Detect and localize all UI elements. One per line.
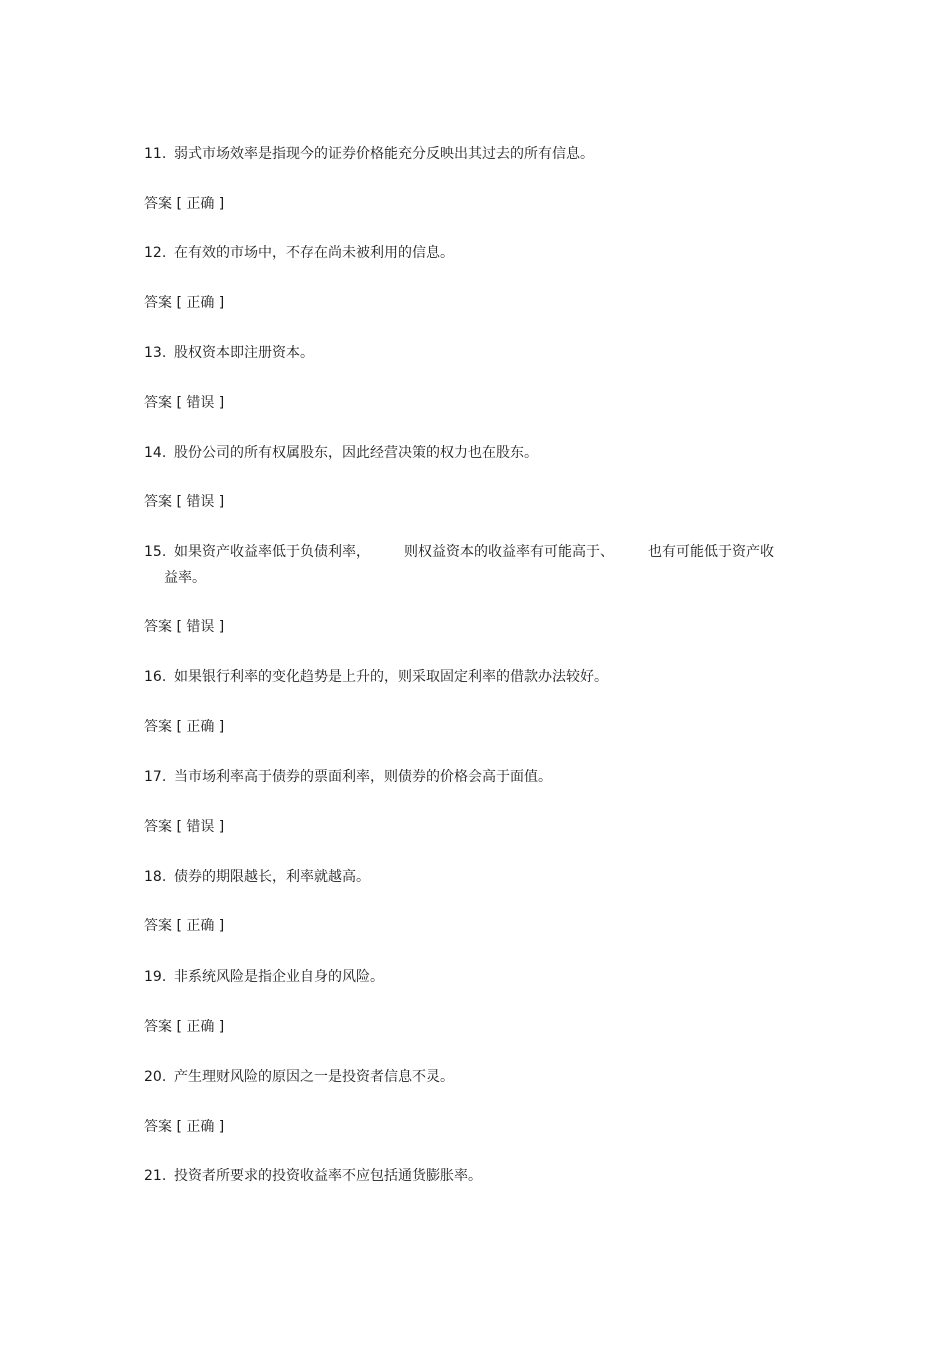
answer-12: 答案 [ 正确 ] [144,295,225,311]
question-text-part-a: 如果资产收益率低于负债利率， [174,544,370,560]
question-15 [144,543,774,561]
question-text: 债券的期限越长，利率就越高。 [174,869,370,885]
question-15-continuation: 益率。 [164,570,206,586]
question-13 [144,344,314,362]
answer-14: 答案 [ 错误 ] [144,494,225,510]
question-19 [144,968,384,986]
question-18 [144,868,370,886]
question-14 [144,444,538,462]
question-number: 11. [144,146,167,162]
question-number: 21. [144,1168,167,1184]
answer-16: 答案 [ 正确 ] [144,719,225,735]
question-12 [144,244,454,262]
question-text: 投资者所要求的投资收益率不应包括通货膨胀率。 [174,1168,482,1184]
question-text: 当市场利率高于债券的票面利率，则债券的价格会高于面值。 [174,769,552,785]
question-11 [144,145,594,163]
question-number: 12. [144,245,167,261]
question-21 [144,1167,482,1185]
question-text: 如果银行利率的变化趋势是上升的，则采取固定利率的借款办法较好。 [174,669,608,685]
answer-15: 答案 [ 错误 ] [144,619,225,635]
answer-19: 答案 [ 正确 ] [144,1019,225,1035]
question-number: 15. [144,544,167,560]
question-text: 股份公司的所有权属股东，因此经营决策的权力也在股东。 [174,445,538,461]
question-text-part-b: 则权益资本的收益率有可能高于、 [404,544,614,560]
question-text-part-c: 也有可能低于资产收 [648,544,774,560]
question-number: 20. [144,1069,167,1085]
answer-17: 答案 [ 错误 ] [144,819,225,835]
question-number: 14. [144,445,167,461]
answer-13: 答案 [ 错误 ] [144,395,225,411]
question-text: 在有效的市场中，不存在尚未被利用的信息。 [174,245,454,261]
question-17 [144,768,552,786]
question-16 [144,668,608,686]
question-text: 非系统风险是指企业自身的风险。 [174,969,384,985]
question-20 [144,1068,454,1086]
question-text: 股权资本即注册资本。 [174,345,314,361]
answer-11: 答案 [ 正确 ] [144,196,225,212]
question-number: 17. [144,769,167,785]
question-number: 19. [144,969,167,985]
answer-18: 答案 [ 正确 ] [144,918,225,934]
question-text: 弱式市场效率是指现今的证券价格能充分反映出其过去的所有信息。 [174,146,594,162]
question-text: 产生理财风险的原因之一是投资者信息不灵。 [174,1069,454,1085]
question-number: 16. [144,669,167,685]
answer-20: 答案 [ 正确 ] [144,1119,225,1135]
question-number: 18. [144,869,167,885]
question-number: 13. [144,345,167,361]
